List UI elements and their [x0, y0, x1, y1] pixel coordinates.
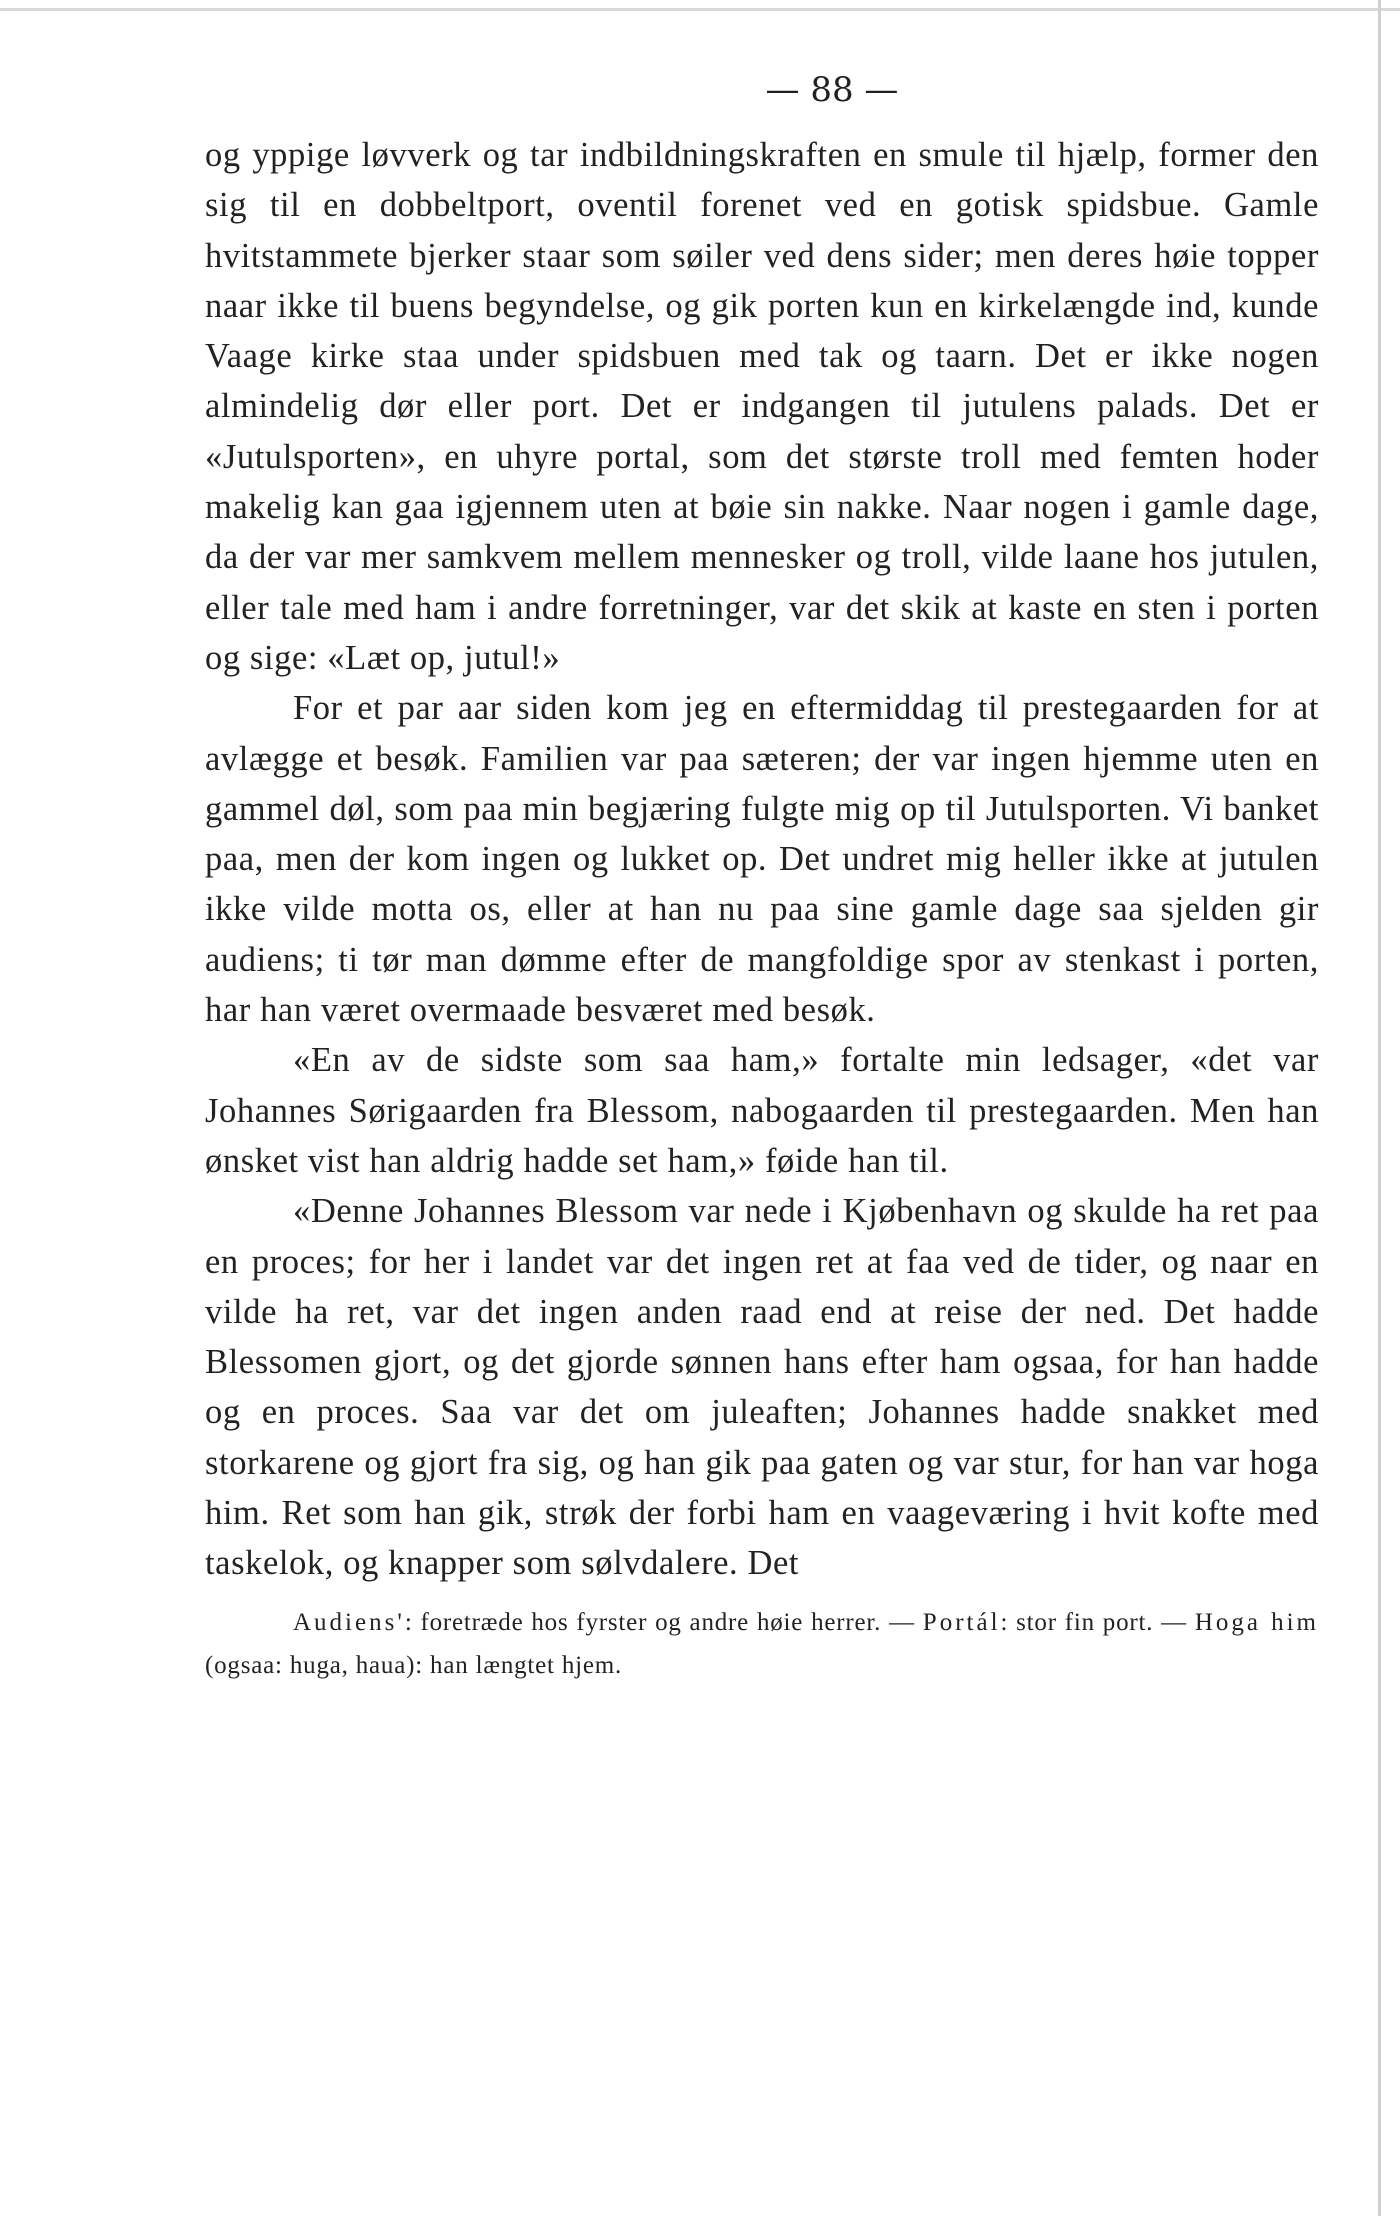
- body-text: [205, 130, 1319, 1589]
- page-number: — 88 —: [765, 70, 899, 110]
- paragraph: og yppige løvverk og tar indbildningskraften en smule til hjælp, former den sig til en dobbeltport, oventil forenet ved en gotisk spidsbue. Gamle hvitstammete bjerker staar som søiler ved dens sider; men deres høie topper naar ikke til buens begyndelse, og gik porten kun en kirkelængde ind, kunde Vaage kirke staa under spidsbuen med tak og taarn. Det er ikke nogen almindelig dør eller port. Det er indgangen til jutulens palads. Det er «Jutulsporten», en uhyre portal, som det største troll med femten hoder makelig kan gaa igjennem uten at bøie sin nakke. Naar nogen i gamle dage, da der var mer samkvem mellem mennesker og troll, vilde laane hos jutulen, eller tale med ham i andre forretninger, var det skik at kaste en sten i porten og sige: «Læt op, jutul!»: [205, 136, 1319, 677]
- footnote-term: Audiens': [293, 1608, 405, 1636]
- footnote-term: Portál: [922, 1608, 1001, 1636]
- footnote-text: : foretræde hos fyrster og andre høie herrer. —: [404, 1608, 923, 1636]
- footnote-text: (ogsaa: huga, haua): han længtet hjem.: [205, 1651, 623, 1679]
- paragraph: «En av de sidste som saa ham,» fortalte min ledsager, «det var Johannes Sørigaarden fra Blessom, nabogaarden til prestegaarden. Men han ønsket vist han aldrig hadde set ham,» føide han til.: [205, 1041, 1319, 1180]
- book-page: [205, 70, 1319, 1687]
- footnotes: [205, 1601, 1319, 1687]
- paragraph: For et par aar siden kom jeg en eftermiddag til prestegaarden for at avlægge et besøk. Familien var paa sæteren; der var ingen hjemme uten en gammel døl, som paa min begjæring fulgte mig op til Jutulsporten. Vi banket paa, men der kom ingen og lukket op. Det undret mig heller ikke at jutulen ikke vilde motta os, eller at han nu paa sine gamle dage saa sjelden gir audiens; ti tør man dømme efter de mangfoldige spor av stenkast i porten, har han været overmaade besværet med besøk.: [205, 689, 1319, 1030]
- footnote-block: [205, 1601, 1319, 1687]
- scan-edge-right: [1378, 0, 1381, 2216]
- footnote-term: Hoga him: [1194, 1608, 1319, 1636]
- footnote-text: : stor fin port. —: [1000, 1608, 1195, 1636]
- scan-edge-top: [0, 8, 1400, 11]
- paragraph: «Denne Johannes Blessom var nede i Kjøbenhavn og skulde ha ret paa en proces; for her i landet var det ingen ret at faa ved de tider, og naar en vilde ha ret, var det ingen anden raad end at reise der ned. Det hadde Blessomen gjort, og det gjorde sønnen hans efter ham ogsaa, for han hadde og en proces. Saa var det om juleaften; Johannes hadde snakket med storkarene og gjort fra sig, og han gik paa gaten og var stur, for han var hoga him. Ret som han gik, strøk der forbi ham en vaageværing i hvit kofte med taskelok, og knapper som sølvdalere. Det: [205, 1192, 1319, 1583]
